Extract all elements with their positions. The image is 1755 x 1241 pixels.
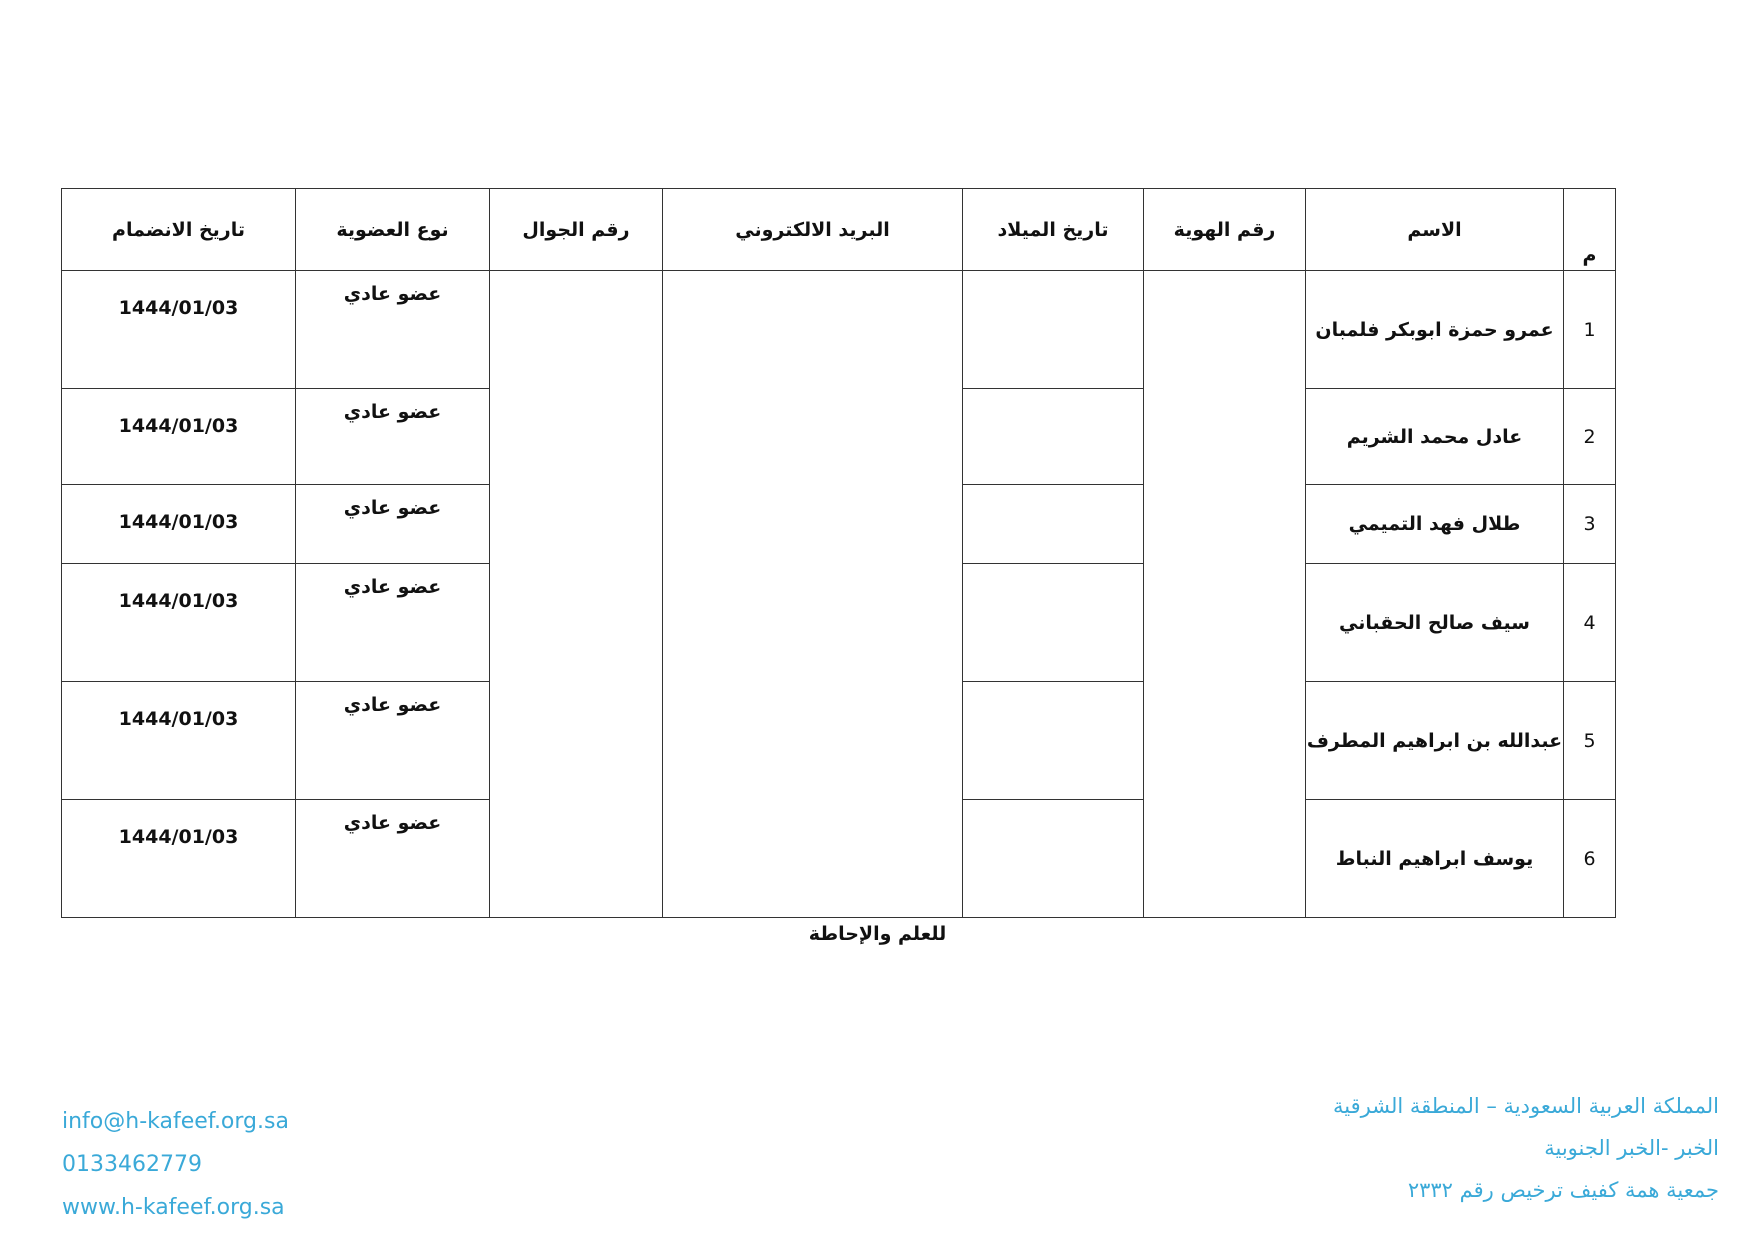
row-name: عادل محمد الشريم bbox=[1306, 389, 1564, 485]
row-id-number bbox=[1144, 682, 1306, 800]
row-id-number bbox=[1144, 271, 1306, 389]
row-membership-type: عضو عادي bbox=[296, 485, 490, 564]
row-index: 2 bbox=[1564, 389, 1616, 485]
row-join-date: 1444/01/03 bbox=[62, 389, 296, 485]
row-birth-date bbox=[963, 271, 1144, 389]
header-email: البريد الالكتروني bbox=[663, 189, 963, 271]
row-email bbox=[663, 389, 963, 485]
header-mobile: رقم الجوال bbox=[490, 189, 663, 271]
footer-website[interactable]: www.h-kafeef.org.sa bbox=[62, 1195, 285, 1220]
row-email bbox=[663, 564, 963, 682]
row-join-date: 1444/01/03 bbox=[62, 800, 296, 918]
row-name: عبدالله بن ابراهيم المطرف bbox=[1306, 682, 1564, 800]
row-id-number bbox=[1144, 485, 1306, 564]
row-id-number bbox=[1144, 389, 1306, 485]
header-index: م bbox=[1564, 189, 1616, 271]
table-row bbox=[62, 564, 1616, 682]
footer-address bbox=[1333, 1085, 1719, 1211]
footer-address-line1: المملكة العربية السعودية – المنطقة الشرقية bbox=[1333, 1094, 1719, 1118]
row-join-date: 1444/01/03 bbox=[62, 564, 296, 682]
footer-email[interactable]: info@h-kafeef.org.sa bbox=[62, 1109, 289, 1134]
table-row bbox=[62, 682, 1616, 800]
row-index: 6 bbox=[1564, 800, 1616, 918]
row-index: 1 bbox=[1564, 271, 1616, 389]
row-mobile bbox=[490, 682, 663, 800]
acknowledgement-note: للعلم والإحاطة bbox=[808, 923, 947, 945]
row-email bbox=[663, 682, 963, 800]
row-birth-date bbox=[963, 800, 1144, 918]
members-table bbox=[61, 188, 1616, 918]
row-index: 4 bbox=[1564, 564, 1616, 682]
footer-contact bbox=[62, 1100, 289, 1229]
row-birth-date bbox=[963, 682, 1144, 800]
row-membership-type: عضو عادي bbox=[296, 271, 490, 389]
row-index: 5 bbox=[1564, 682, 1616, 800]
row-mobile bbox=[490, 271, 663, 389]
row-membership-type: عضو عادي bbox=[296, 682, 490, 800]
row-id-number bbox=[1144, 564, 1306, 682]
header-name: الاسم bbox=[1306, 189, 1564, 271]
footer-address-line2: الخبر -الخبر الجنوبية bbox=[1544, 1136, 1719, 1160]
row-mobile bbox=[490, 389, 663, 485]
row-join-date: 1444/01/03 bbox=[62, 485, 296, 564]
header-birth-date: تاريخ الميلاد bbox=[963, 189, 1144, 271]
row-name: طلال فهد التميمي bbox=[1306, 485, 1564, 564]
table-row bbox=[62, 800, 1616, 918]
table-row bbox=[62, 485, 1616, 564]
header-id-number: رقم الهوية bbox=[1144, 189, 1306, 271]
row-join-date: 1444/01/03 bbox=[62, 682, 296, 800]
row-email bbox=[663, 800, 963, 918]
row-name: سيف صالح الحقباني bbox=[1306, 564, 1564, 682]
header-join-date: تاريخ الانضمام bbox=[62, 189, 296, 271]
row-index: 3 bbox=[1564, 485, 1616, 564]
row-birth-date bbox=[963, 564, 1144, 682]
table-row bbox=[62, 271, 1616, 389]
footer-address-line3: جمعية همة كفيف ترخيص رقم ٢٣٣٢ bbox=[1407, 1178, 1719, 1202]
row-email bbox=[663, 485, 963, 564]
footer-phone: 0133462779 bbox=[62, 1152, 202, 1177]
row-mobile bbox=[490, 564, 663, 682]
row-name: يوسف ابراهيم النباط bbox=[1306, 800, 1564, 918]
row-mobile bbox=[490, 485, 663, 564]
header-row bbox=[62, 189, 1616, 271]
header-membership-type: نوع العضوية bbox=[296, 189, 490, 271]
table-row bbox=[62, 389, 1616, 485]
row-name: عمرو حمزة ابوبكر فلمبان bbox=[1306, 271, 1564, 389]
row-birth-date bbox=[963, 389, 1144, 485]
row-mobile bbox=[490, 800, 663, 918]
row-join-date: 1444/01/03 bbox=[62, 271, 296, 389]
row-birth-date bbox=[963, 485, 1144, 564]
row-membership-type: عضو عادي bbox=[296, 800, 490, 918]
row-id-number bbox=[1144, 800, 1306, 918]
row-email bbox=[663, 271, 963, 389]
row-membership-type: عضو عادي bbox=[296, 564, 490, 682]
row-membership-type: عضو عادي bbox=[296, 389, 490, 485]
